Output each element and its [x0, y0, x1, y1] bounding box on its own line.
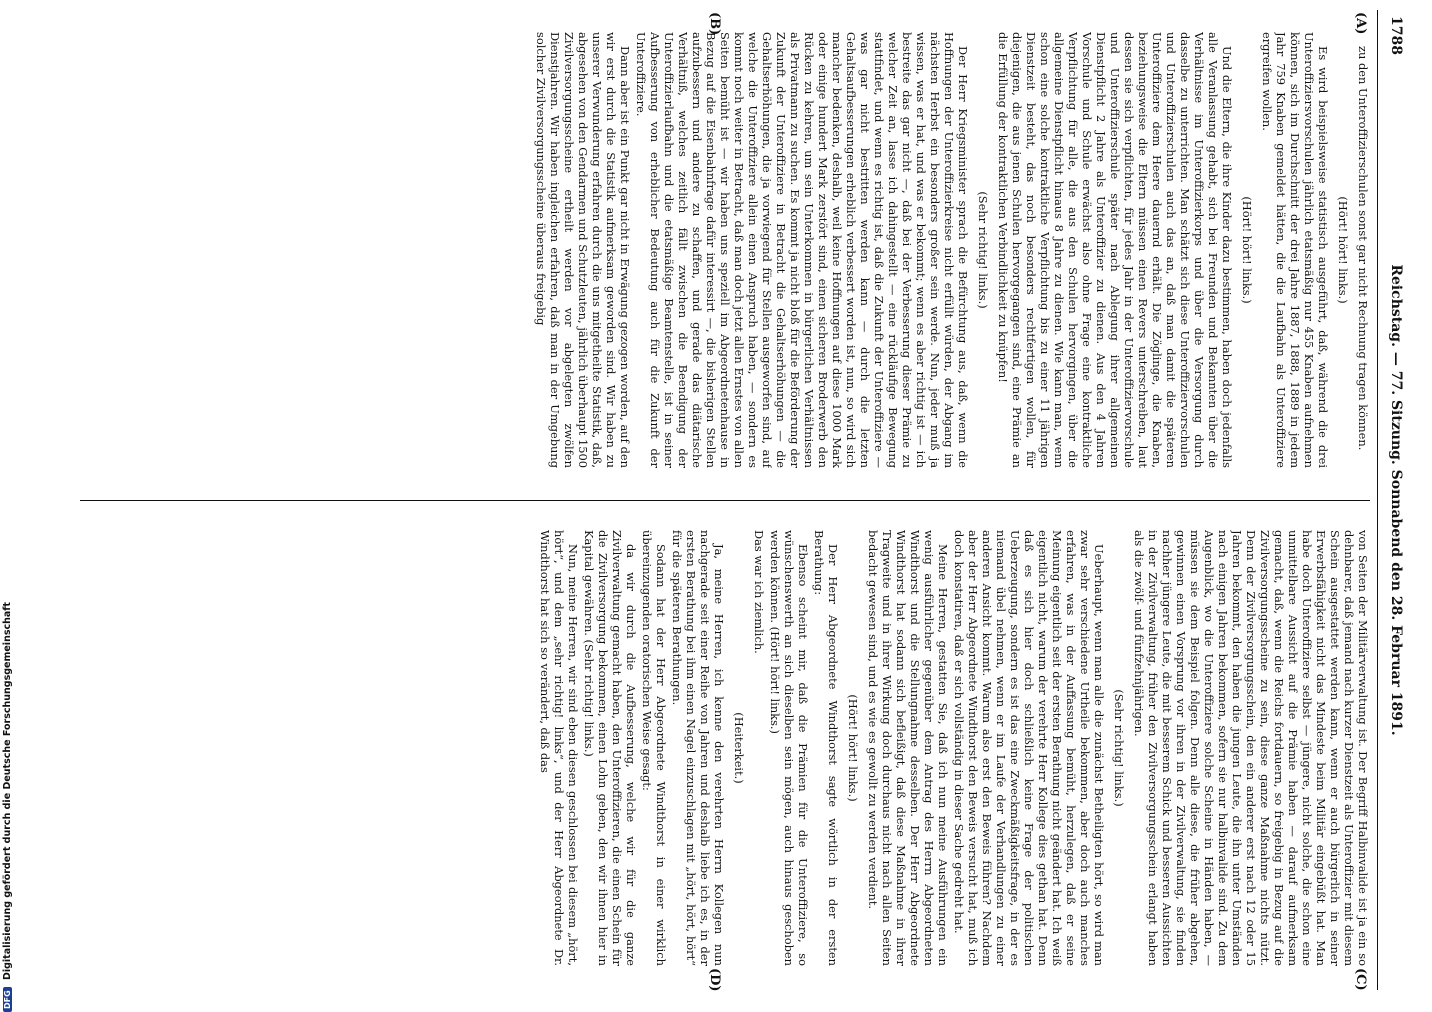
interjection: (Sehr richtig! links.) [1112, 689, 1126, 807]
paragraph: Ja, meine Herren, ich kenne den verehrten Herrn Kollegen nun nachgerade seit einer Reihe von Jahren und deshalb liebe ich es, in der ersten Berathung bei ihm einen Nagel einzuschlagen mit „hört, hört, hört“ für die späteren Berathungen. [670, 530, 726, 966]
interjection: (Sehr richtig! links.) [976, 191, 990, 309]
paragraph: Ebenso scheint mir, daß die Prämien für die Unteroffiziere, so wünschenswerth an sich dieselben sein mögen, auch hinaus geschoben werden können. (Hört! hört! links.) [768, 530, 810, 966]
paragraph: Es wird beispielsweise statistisch ausgeführt, daß, während die drei Unteroffiziersvorschulen jährlich etatsmäßig nur 455 Knaben aufnehmen können, sich im Durchschnitt der drei Jahre 1887, 1888, 1889 in jedem Jahr 759 Knaben gemeldet hätten, die die Laufbahn als Unteroffiziere ergreifen wollen. [1260, 32, 1330, 468]
paragraph: Das war ich ziemlich. [752, 530, 766, 654]
rotated-newspaper-page [22, 10, 1412, 990]
right-column [80, 530, 1370, 966]
paragraph: Meine Herren, gestatten Sie, daß ich nun meine Ausführungen ein wenig ausführlicher gegenüber dem Antrag des Herrn Abgeordneten Windthorst und die Stellungnahme desselben. Der Herr Abgeordnete Windthorst hat sodann sich befleißigt, daß diese Maßnahme in ihrer Tragweite und in ihrer Wirkung doch durchaus nicht nach allen Seiten bedacht gewesen sind, und es wie es gewollt zu werden verdient. [866, 530, 950, 966]
paragraph: Der Herr Kriegsminister sprach die Befürchtung aus, daß, wenn die Hoffnungen der Unteroffizierkreise nicht erfüllt würden, der Abgang im nächsten Herbst ein besonders großer sein werde. Nun, jeder muß ja wissen, was er hat, und was er bekommt; wenn es aber richtig ist — ich bestreite das gar nicht —, daß bei der Verbesserung dieser Prämie zu welcher Zeit an, lasse ich dahingestellt — eine rückläufige Bewegung stattfindet, und wenn es richtig ist, daß die Zukunft der Unteroffiziere — was gar nicht bestritten werden kann — durch die letzten Gehaltsaufbesserungen erheblich verbessert worden ist, nun, so wird sich mancher bedenken, deshalb, weil keine Hoffnungen auf diese 1000 Mark oder einige hundert Mark zerstört sind, einen sicheren Broderwerb den Rücken zu kehren, um sein Unterkommen in bürgerlichen Verhältnissen als Privatmann zu suchen. Es kommt ja nicht bloß für die Beförderung der Zukunft der Unteroffiziere in Betracht die Gehaltserhöhungen — die Gehaltserhöhungen, die ja vorwiegend für Stellen ausgeworfen sind, auf welche die Unteroffiziere allein einen Anspruch haben, — sondern es kommt noch weiter in Betracht, daß man doch jetzt allen Ernstes von allen Seiten bemüht ist — wir haben uns speziell im Abgeordnetenhause in Bezug auf die Eisenbahnfrage dafür interessirt —, die bisherigen Stellen aufzubessern und andere zu schaffen, und gerade das diätarische Verhältniß, welches zeitlich fällt zwischen die Beendigung der Unteroffizierlaufbahn und die etatsmäßige Beamtenstelle, ist in seiner Aufbesserung von erheblicher Bedeutung auch für die Zukunft der Unteroffiziere. [634, 32, 970, 468]
margin-letter-a: (A) [1353, 12, 1368, 35]
margin-letter-d: (D) [707, 968, 722, 992]
page-title: Reichstag. — 77. Sitzung. Sonnabend den 28. Februar 1891. [1388, 264, 1404, 736]
paragraph: Der Herr Abgeordnete Windthorst sagte wörtlich in der ersten Berathung: [812, 530, 840, 966]
paragraph: Und die Eltern, die ihre Kinder dazu bestimmen, haben doch jedenfalls alle Veranlassung gehabt, sich bei Freunden und Bekannten über die Verhältnisse im Unteroffizierkorps und über die Versorgung durch dasselbe zu unterrichten. Man schätzt sich diese Unteroffiziervorschulen und Unteroffizierschulen auch das an, daß man damit die späteren Unteroffiziere dem Heere dauernd erhält. Die Zöglinge, die Knaben, beziehungsweise die Eltern müssen einen Revers unterschreiben, laut dessen sie sich verpflichten, für jedes Jahr in der Unteroffiziervorschule und Unteroffizierschule später nach Ablegung ihrer allgemeinen Dienstpflicht 2 Jahre als Unteroffizier zu dienen. Aus den 4 Jahren Vorschule und Schule erwächst also ohne Frage eine kontraktliche Verpflichtung für alle, die aus den Schulen hervorgingen, über die allgemeine Dienstpflicht hinaus 8 Jahre zu dienen. Wie kann man, wenn schon eine solche kontraktliche Verpflichtung bis zu einer 11 jährigen Dienstzeit besteht, das noch besonders rechtfertigen wollen, für diejenigen, die aus jenen Schulen hervorgegangen sind, eine Prämie an die Erfüllung der kontraktlichen Verbindlichkeit zu knüpfen! [996, 32, 1234, 468]
dfg-logo: DFG [3, 987, 12, 1012]
column-divider [80, 500, 1370, 501]
page-number: 1788 [1388, 16, 1404, 55]
interjection: (Heiterkeit.) [732, 712, 746, 784]
footer-credit [2, 12, 16, 1012]
interjection: (Hört! hört! links.) [846, 694, 860, 802]
paragraph: zu den Unteroffizierschulen sonst gar nicht Rechnung tragen können. [1356, 46, 1370, 451]
paragraph: Ueberhaupt, wenn man alle die zunächst Betheiligten hört, so wird man zwar sehr verschiedene Urtheile bekommen, aber doch auch manches erfahren, was in der Auffassung bemüht, herzulegen, daß er seine Meinung eigentlich seit der ersten Berathung nicht geändert hat. Ich weiß eigentlich nicht, warum der verehrte Herr Kollege dies gethan hat. Denn daß es sich hier doch schließlich keine Frage der politischen Ueberzeugung, sondern es ist das eine Zweckmäßigkeitsfrage, in der es niemand übel nehmen, wenn er im Laufe der Verhandlungen zu einer anderen Ansicht kommt. Warum also erst den Beweis führen? Nachdem aber der Herr Abgeordnete Windthorst den Beweis versucht hat, muß ich doch konstatiren, daß er sich vollständig in dieser Sache gedreht hat. [952, 530, 1106, 966]
margin-letter-b: (B) [707, 12, 722, 36]
page-header [1377, 10, 1412, 990]
margin-letter-c: (C) [1353, 968, 1368, 991]
paragraph: Nun, meine Herren, wir sind eben diesen geschlossen bei diesem „hört, hört“, und dem „sehr richtig! links“, und der Herr Abgeordnete Dr. Windthorst hat sich so verändert, daß das [538, 530, 580, 966]
interjection: (Hört! hört! links.) [1240, 196, 1254, 304]
paragraph: da wir durch die Aufbesserung, welche wir für die ganze Zivilverwaltung gemacht haben, den Unteroffizieren, die einen Schein für die Zivilversorgung bekommen, einen Lohn geben, den wir ihnen hier in Kapital gewähren. (Sehr richtig! links.) [582, 530, 638, 966]
left-column [80, 32, 1370, 468]
paragraph: von Seiten der Militärverwaltung ist. Der Begriff Halbinvalide ist ja ein so dehnbarer, daß jemand nach kurzer Dienstzeit als Unteroffizier mit diesem Schein ausgestattet werden kann, wenn er auch bürgerlich in seiner Erwerbsfähigkeit nicht das Mindeste beim Militär eingebüßt hat. Man habe doch Unteroffiziere selbst — jüngere, nicht solche, die schon eine unmittelbare Aussicht auf die Prämie haben — darauf aufmerksam gemacht, daß, wenn die Reichs fortdauern, so freigebig in Bezug auf die Zivilversorgungsscheine zu sein, diese ganze Maßnahme nichts nützt. Denn der Zivilversorgungsschein, den ein anderer erst nach 12 oder 15 Jahren bekommt, den haben die jungen Leute, die ihn unter Umständen nach einigen Jahren bekommen, sofern sie nur halbinvalide sind. Zu dem Augenblick, wo die Unteroffiziere solche Scheine in Händen haben, — müssen sie dem Beispiel folgen. Denn alle diese, die früher abgehen, gewinnen einen Vorsprung vor ihren in der Zivilverwaltung, sie finden nachher jüngere Leute, die mit besserem Schick und besseren Aussichten in der Zivilverwaltung, früher den Zivilversorgungsschein erlangt haben als die zwölf- und fünfzehnjährigen. [1132, 530, 1370, 966]
paragraph: Sodann hat der Herr Abgeordnete Windthorst in einer wirklich übereinzugenden oratorischen Weise gesagt: [640, 530, 668, 966]
paragraph: Dann aber ist ein Punkt gar nicht in Erwägung gezogen worden, auf den wir erst durch die Statistik aufmerksam geworden sind. Wir haben zu unserer Verwunderung erfahren durch die uns mitgetheilte Statistik, daß, abgesehen von den Gendarmen und Schutzleuten, jährlich überhaupt 1500 Zivilversorgungsscheine ertheilt werden vor abgelegten zwölfen Dienstjahren. Wir haben ingleichen erfahren, daß man in der Umgebung solcher Zivilversorgungsscheine überaus freigebig [534, 32, 632, 468]
interjection: (Hört! hört! links.) [1336, 196, 1350, 304]
footer-text: Digitalisierung gefördert durch die Deutsche Forschungsgemeinschaft [2, 602, 13, 981]
